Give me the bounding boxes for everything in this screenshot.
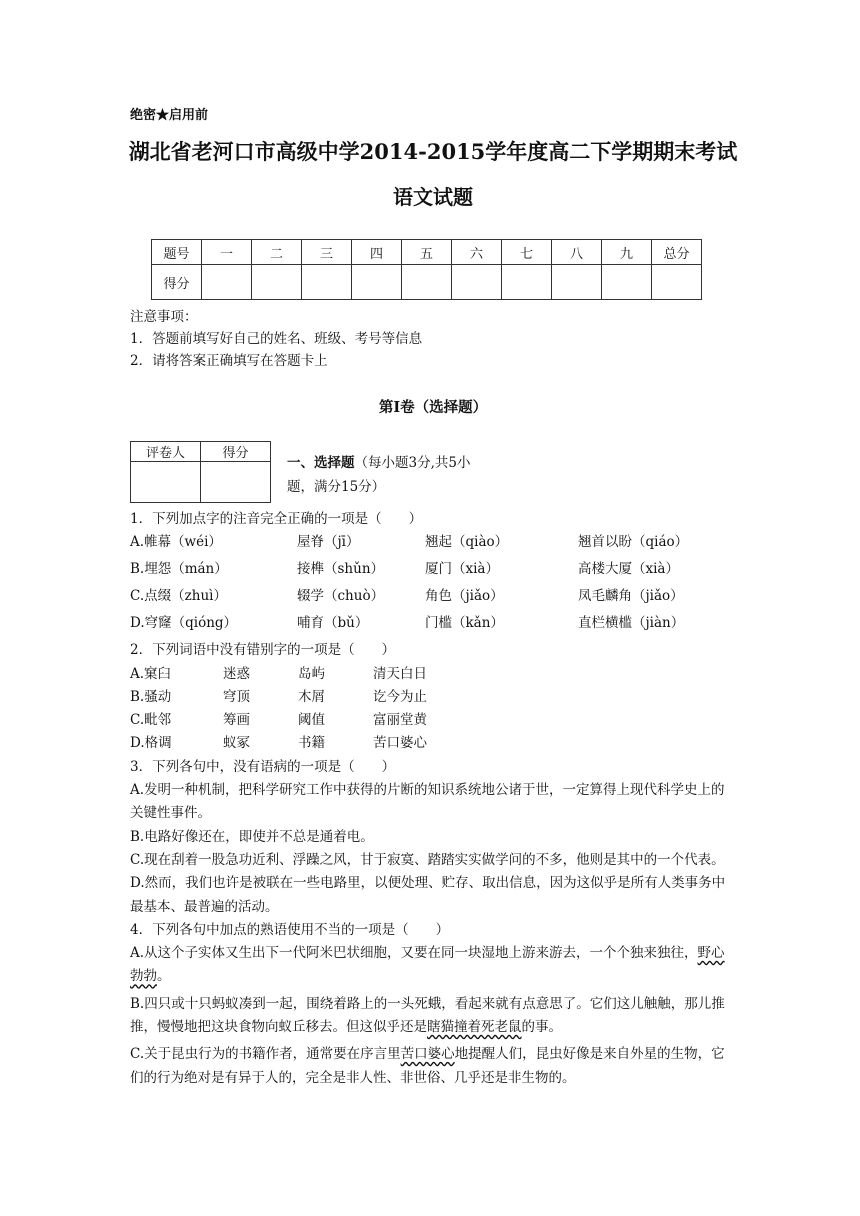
q4-c-idiom: 苦口婆心 bbox=[400, 1046, 455, 1063]
q2-option: B.骚动 bbox=[130, 688, 172, 705]
q3-option-a: A.发明一种机制，把科学研究工作中获得的片断的知识系统地公诸于世，一定算得上现代科学史上的关键性事件。 bbox=[130, 782, 725, 822]
exam-subtitle: 语文试题 bbox=[393, 185, 473, 209]
q1-option: 接榫（shǔn） bbox=[297, 561, 385, 578]
q2-option: 穹顶 bbox=[223, 688, 250, 705]
questions bbox=[130, 508, 736, 1090]
q2-option: 迷惑 bbox=[223, 665, 250, 682]
q1-option-row bbox=[130, 612, 736, 639]
q3-stem: 3．下列各句中，没有语病的一项是（ ） bbox=[130, 758, 396, 775]
q1-option: C.点缀（zhuì） bbox=[130, 588, 227, 605]
q2-option-row bbox=[130, 732, 736, 755]
q1-option-row bbox=[130, 531, 736, 558]
q2-option: 阈值 bbox=[298, 712, 325, 729]
section-title: 第I卷（选择题） bbox=[378, 399, 488, 416]
q1-option: 角色（jiǎo） bbox=[425, 588, 504, 605]
q1-option: 屋脊（jī） bbox=[297, 534, 360, 551]
q4-a-idiom: 野心勃勃 bbox=[130, 945, 725, 985]
q4-c-text: C.关于昆虫行为的书籍作者，通常要在序言里 bbox=[130, 1046, 401, 1063]
q4-b-end: 的事。 bbox=[521, 1019, 562, 1036]
score-header-cell: 三 bbox=[302, 240, 352, 265]
grader-col1: 评卷人 bbox=[131, 442, 201, 462]
score-cell[interactable] bbox=[252, 265, 302, 300]
q2-option: 书籍 bbox=[298, 735, 325, 752]
q2-option-row bbox=[130, 709, 736, 732]
score-table bbox=[151, 239, 702, 300]
q4-option-b bbox=[130, 993, 736, 1040]
secret-label: 绝密★启用前 bbox=[130, 108, 209, 123]
score-cell[interactable] bbox=[502, 265, 552, 300]
score-cell[interactable] bbox=[652, 265, 702, 300]
score-cell[interactable] bbox=[352, 265, 402, 300]
grader-cell[interactable] bbox=[131, 462, 201, 503]
score-row-label: 得分 bbox=[152, 265, 202, 300]
score-header-cell: 题号 bbox=[152, 240, 202, 265]
score-header-cell: 八 bbox=[552, 240, 602, 265]
q2-option: 富丽堂黄 bbox=[373, 712, 427, 729]
q3-option-b: B.电路好像还在，即使并不总是通着电。 bbox=[130, 828, 374, 845]
score-header-cell: 总分 bbox=[652, 240, 702, 265]
score-header-cell: 一 bbox=[202, 240, 252, 265]
q1-option: B.埋怨（mán） bbox=[130, 561, 228, 578]
grader-header-row bbox=[131, 442, 271, 462]
q2-option: 清天白日 bbox=[373, 665, 427, 682]
q3-option-c: C.现在刮着一股急功近利、浮躁之风，甘于寂寞、踏踏实实做学问的不多，他则是其中的一个代表。 bbox=[130, 851, 725, 868]
q2-stem: 2．下列词语中没有错别字的一项是（ ） bbox=[130, 642, 396, 659]
score-cell[interactable] bbox=[202, 265, 252, 300]
q4-a-end: 。 bbox=[157, 968, 171, 985]
q2-option: 筹画 bbox=[223, 712, 250, 729]
q1-option-row bbox=[130, 558, 736, 585]
q2-option: 蚁冢 bbox=[223, 735, 250, 752]
q4-c-end: 地提醒人们，昆虫好像是来自外星的生物，它们的行为绝对是有异于人的，完全是非人性、非世俗、几乎还是非生物的。 bbox=[130, 1046, 725, 1086]
score-cell[interactable] bbox=[452, 265, 502, 300]
q1-option: 高楼大厦（xià） bbox=[578, 561, 679, 578]
part1-desc-cont: 题，满分15分） bbox=[287, 479, 386, 495]
grader-col2: 得分 bbox=[201, 442, 271, 462]
q4-a-text: A.从这个子实体又生出下一代阿米巴状细胞，又要在同一块湿地上游来游去，一个个独来独往， bbox=[130, 945, 698, 962]
q1-option: 翘起（qiào） bbox=[425, 534, 509, 551]
q1-option: 翘首以盼（qiáo） bbox=[578, 534, 689, 551]
score-header-cell: 五 bbox=[402, 240, 452, 265]
part1-label: 一、选择题 bbox=[287, 455, 355, 471]
q2-option-row bbox=[130, 686, 736, 709]
q1-option: 辍学（chuò） bbox=[297, 588, 385, 605]
part1-desc: （每小题3分,共5小 bbox=[354, 455, 471, 471]
q1-stem: 1．下列加点字的注音完全正确的一项是（ ） bbox=[130, 511, 423, 527]
q2-option: C.毗邻 bbox=[130, 712, 172, 729]
q2-option: 讫今为止 bbox=[373, 688, 427, 705]
q4-b-idiom: 瞎猫撞着死老鼠 bbox=[427, 1019, 522, 1036]
score-header-cell: 六 bbox=[452, 240, 502, 265]
score-header-cell: 七 bbox=[502, 240, 552, 265]
grader-table bbox=[130, 441, 271, 503]
q2-option: A.窠臼 bbox=[130, 665, 172, 682]
q1-option: 哺育（bǔ） bbox=[297, 615, 369, 632]
exam-title: 湖北省老河口市高级中学2014-2015学年度高二下学期期末考试 bbox=[128, 139, 738, 164]
q2-option-row bbox=[130, 663, 736, 686]
notes-title: 注意事项： bbox=[130, 309, 198, 325]
score-cell[interactable] bbox=[552, 265, 602, 300]
score-header-cell: 二 bbox=[252, 240, 302, 265]
q1-option: 厦门（xià） bbox=[425, 561, 499, 578]
q1-option: 直栏横槛（jiàn） bbox=[578, 615, 685, 632]
q1-option: 门槛（kǎn） bbox=[425, 615, 504, 632]
q4-b-text: B.四只或十只蚂蚁凑到一起，围绕着路上的一头死蛾，看起来就有点意思了。它们这儿触触，那儿推推，慢慢地把这块食物向蚁丘移去。但这似乎还是 bbox=[130, 995, 725, 1036]
score-header-cell: 四 bbox=[352, 240, 402, 265]
notes-item: 2．请将答案正确填写在答题卡上 bbox=[130, 353, 328, 369]
score-cell[interactable] bbox=[602, 265, 652, 300]
notes-item: 1．答题前填写好自己的姓名、班级、考号等信息 bbox=[130, 331, 423, 347]
q3-option-d: D.然而，我们也许是被联在一些电路里，以便处理、贮存、取出信息，因为这似乎是所有人类事务中最基本、最普遍的活动。 bbox=[130, 875, 726, 915]
q2-option: 苦口婆心 bbox=[373, 735, 427, 752]
grader-value-row bbox=[131, 462, 271, 503]
grader-cell[interactable] bbox=[201, 462, 271, 503]
q1-option: 凤毛麟角（jiǎo） bbox=[578, 588, 684, 605]
score-header-row bbox=[152, 240, 702, 265]
q2-option: D.格调 bbox=[130, 735, 172, 752]
score-header-cell: 九 bbox=[602, 240, 652, 265]
q1-option-row bbox=[130, 585, 736, 612]
score-cell[interactable] bbox=[302, 265, 352, 300]
q4-option-a bbox=[130, 942, 736, 989]
q1-option: D.穹窿（qióng） bbox=[130, 615, 238, 632]
q2-option: 岛屿 bbox=[298, 665, 325, 682]
score-value-row bbox=[152, 265, 702, 300]
q1-option: A.帷幕（wéi） bbox=[130, 534, 222, 551]
score-cell[interactable] bbox=[402, 265, 452, 300]
q4-stem: 4．下列各句中加点的熟语使用不当的一项是（ ） bbox=[130, 921, 450, 938]
q2-option: 木屑 bbox=[298, 688, 325, 705]
part1-heading bbox=[287, 451, 527, 499]
notes bbox=[130, 306, 422, 372]
q4-option-c bbox=[130, 1043, 736, 1090]
